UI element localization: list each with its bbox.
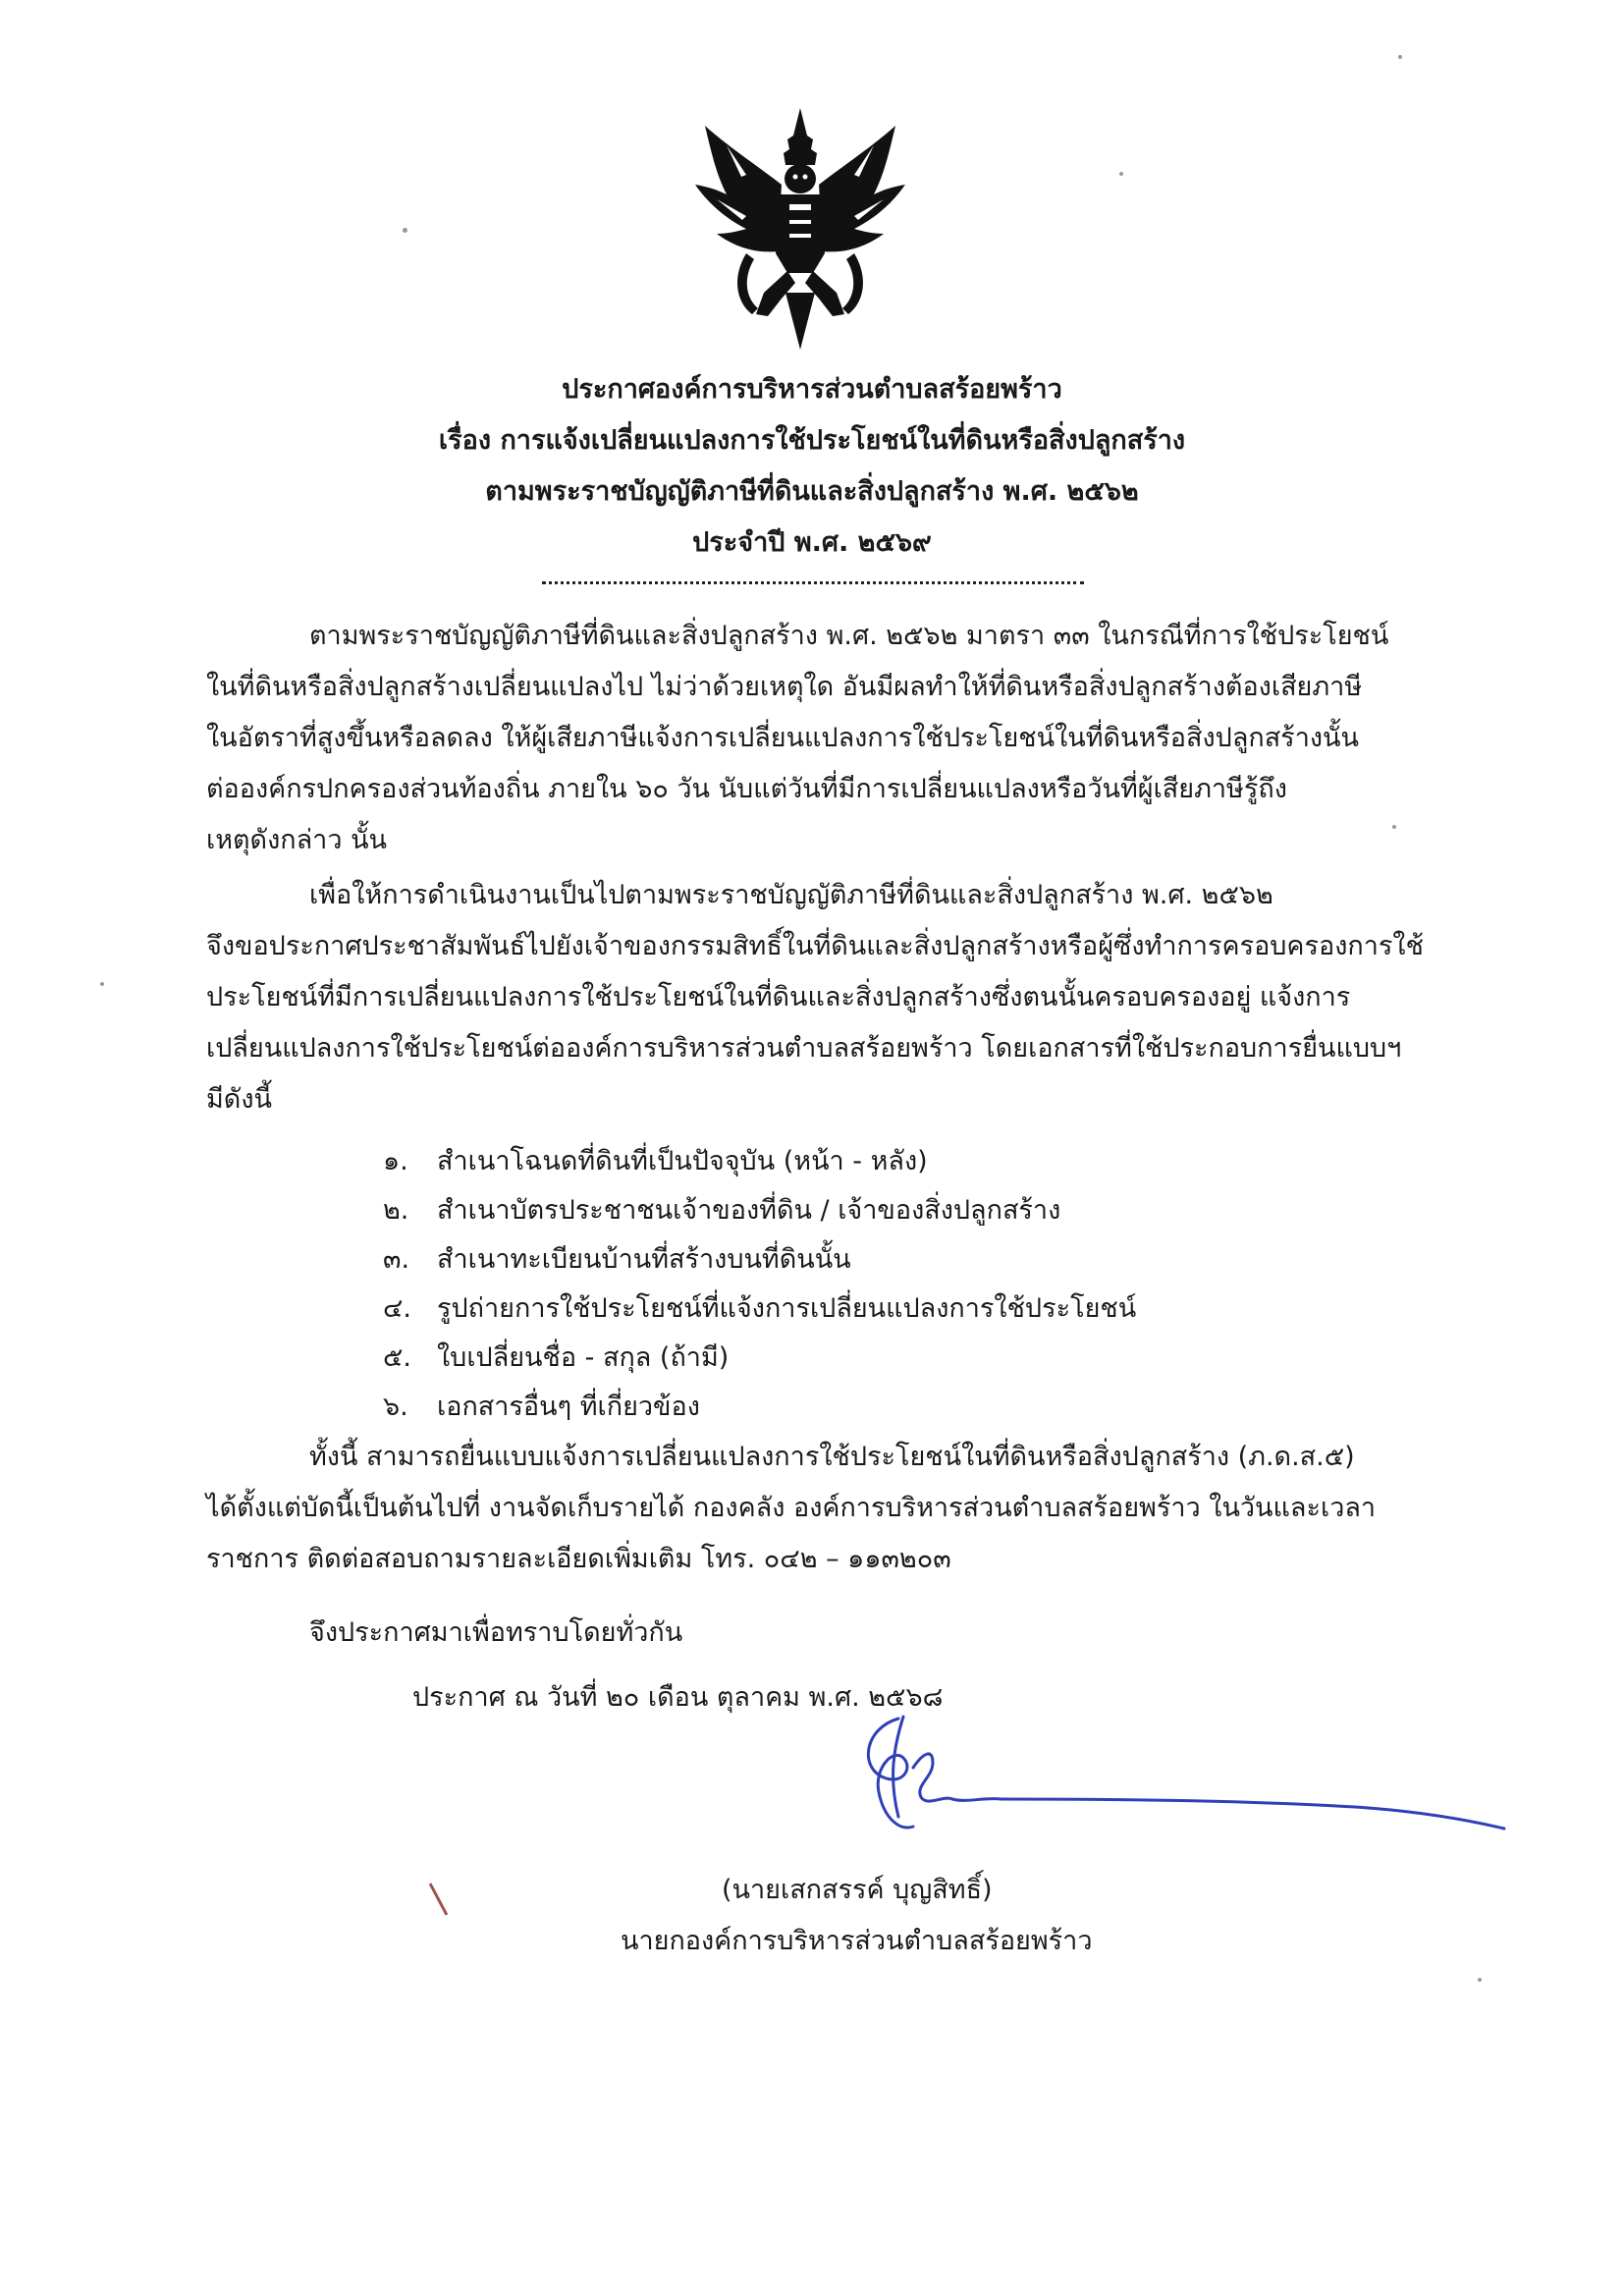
list-item-number: ๕. <box>383 1342 412 1373</box>
announcement-law-reference: ตามพระราชบัญญัติภาษีที่ดินและสิ่งปลูกสร้าง พ.ศ. ๒๕๖๒ <box>485 476 1139 507</box>
announcement-title: ประกาศองค์การบริหารส่วนตำบลสร้อยพร้าว <box>562 374 1062 405</box>
list-item-number: ๑. <box>383 1146 408 1176</box>
announcement-year: ประจำปี พ.ศ. ๒๕๖๙ <box>692 527 932 558</box>
paragraph-line: ได้ตั้งแต่บัดนี้เป็นต้นไปที่ งานจัดเก็บรายได้ กองคลัง องค์การบริหารส่วนตำบลสร้อยพร้าว ในวันและเวลา <box>206 1493 1377 1523</box>
paragraph-line: ประโยชน์ที่มีการเปลี่ยนแปลงการใช้ประโยชน์ในที่ดินและสิ่งปลูกสร้างซึ่งตนนั้นครอบครองอยู่ แจ้งการ <box>206 982 1351 1012</box>
dotted-divider <box>542 581 1084 584</box>
list-item-number: ๔. <box>383 1293 412 1324</box>
scan-speck <box>1398 55 1402 59</box>
list-item-text: สำเนาบัตรประชาชนเจ้าของที่ดิน / เจ้าของสิ่งปลูกสร้าง <box>437 1195 1061 1226</box>
announcement-date: ประกาศ ณ วันที่ ๒๐ เดือน ตุลาคม พ.ศ. ๒๕๖๘ <box>412 1682 944 1713</box>
signer-name: (นายเสกสรรค์ บุญสิทธิ์) <box>722 1875 993 1905</box>
paragraph-line: มีดังนี้ <box>206 1084 272 1115</box>
list-item <box>383 1286 1136 1329</box>
scan-mark <box>429 1883 449 1915</box>
paragraph-line: ราชการ ติดต่อสอบถามรายละเอียดเพิ่มเติม โทร. ๐๔๒ – ๑๑๓๒๐๓ <box>206 1544 951 1574</box>
announcement-subject: เรื่อง การแจ้งเปลี่ยนแปลงการใช้ประโยชน์ในที่ดินหรือสิ่งปลูกสร้าง <box>438 425 1186 456</box>
list-item <box>383 1385 700 1427</box>
paragraph-line: จึงขอประกาศประชาสัมพันธ์ไปยังเจ้าของกรรมสิทธิ์ในที่ดินและสิ่งปลูกสร้างหรือผู้ซึ่งทำการครอบครองการใช้ <box>206 931 1424 961</box>
paragraph-line: ทั้งนี้ สามารถยื่นแบบแจ้งการเปลี่ยนแปลงการใช้ประโยชน์ในที่ดินหรือสิ่งปลูกสร้าง (ภ.ด.ส.๕) <box>309 1442 1355 1472</box>
paragraph-line: ในอัตราที่สูงขึ้นหรือลดลง ให้ผู้เสียภาษีแจ้งการเปลี่ยนแปลงการใช้ประโยชน์ในที่ดินหรือสิ่งปลูกสร้างนั้น <box>206 723 1359 753</box>
paragraph-law-section <box>206 611 1424 866</box>
list-item-text: สำเนาทะเบียนบ้านที่สร้างบนที่ดินนั้น <box>437 1244 851 1275</box>
list-item-number: ๒. <box>383 1195 409 1226</box>
paragraph-line: เหตุดังกล่าว นั้น <box>206 825 387 855</box>
signature-image <box>805 1709 1512 1846</box>
scan-speck <box>1392 825 1396 829</box>
list-item-number: ๓. <box>383 1244 410 1275</box>
list-item <box>383 1139 928 1181</box>
scan-speck <box>1478 1978 1482 1982</box>
garuda-emblem-icon <box>687 106 913 352</box>
list-item-text: ใบเปลี่ยนชื่อ - สกุล (ถ้ามี) <box>437 1342 730 1373</box>
paragraph-line: เปลี่ยนแปลงการใช้ประโยชน์ต่อองค์การบริหารส่วนตำบลสร้อยพร้าว โดยเอกสารที่ใช้ประกอบการยื่นแบบฯ <box>206 1033 1402 1064</box>
scan-speck <box>1119 172 1123 176</box>
list-item-number: ๖. <box>383 1392 408 1422</box>
paragraph-line: เพื่อให้การดำเนินงานเป็นไปตามพระราชบัญญัติภาษีที่ดินและสิ่งปลูกสร้าง พ.ศ. ๒๕๖๒ <box>309 880 1273 910</box>
signer-title: นายกองค์การบริหารส่วนตำบลสร้อยพร้าว <box>621 1926 1093 1956</box>
paragraph-line: ตามพระราชบัญญัติภาษีที่ดินและสิ่งปลูกสร้าง พ.ศ. ๒๕๖๒ มาตรา ๓๓ ในกรณีที่การใช้ประโยชน์ <box>309 621 1389 651</box>
paragraph-line: ในที่ดินหรือสิ่งปลูกสร้างเปลี่ยนแปลงไป ไม่ว่าด้วยเหตุใด อันมีผลทำให้ที่ดินหรือสิ่งปลูกสร้างต้องเสียภาษี <box>206 672 1363 702</box>
list-item <box>383 1188 1060 1230</box>
list-item-text: สำเนาโฉนดที่ดินที่เป็นปัจจุบัน (หน้า - หลัง) <box>437 1146 928 1176</box>
list-item <box>383 1336 729 1378</box>
list-item <box>383 1237 851 1280</box>
list-item-text: รูปถ่ายการใช้ประโยชน์ที่แจ้งการเปลี่ยนแปลงการใช้ประโยชน์ <box>437 1293 1137 1324</box>
scan-speck <box>100 982 104 986</box>
paragraph-submission <box>206 1432 1424 1585</box>
paragraph-purpose <box>206 870 1424 1125</box>
list-item-text: เอกสารอื่นๆ ที่เกี่ยวข้อง <box>437 1392 700 1422</box>
closing-statement: จึงประกาศมาเพื่อทราบโดยทั่วกัน <box>309 1617 683 1648</box>
scan-speck <box>403 228 407 233</box>
paragraph-line: ต่อองค์กรปกครองส่วนท้องถิ่น ภายใน ๖๐ วัน นับแต่วันที่มีการเปลี่ยนแปลงหรือวันที่ผู้เสียภาษีรู้ถึง <box>206 774 1287 804</box>
